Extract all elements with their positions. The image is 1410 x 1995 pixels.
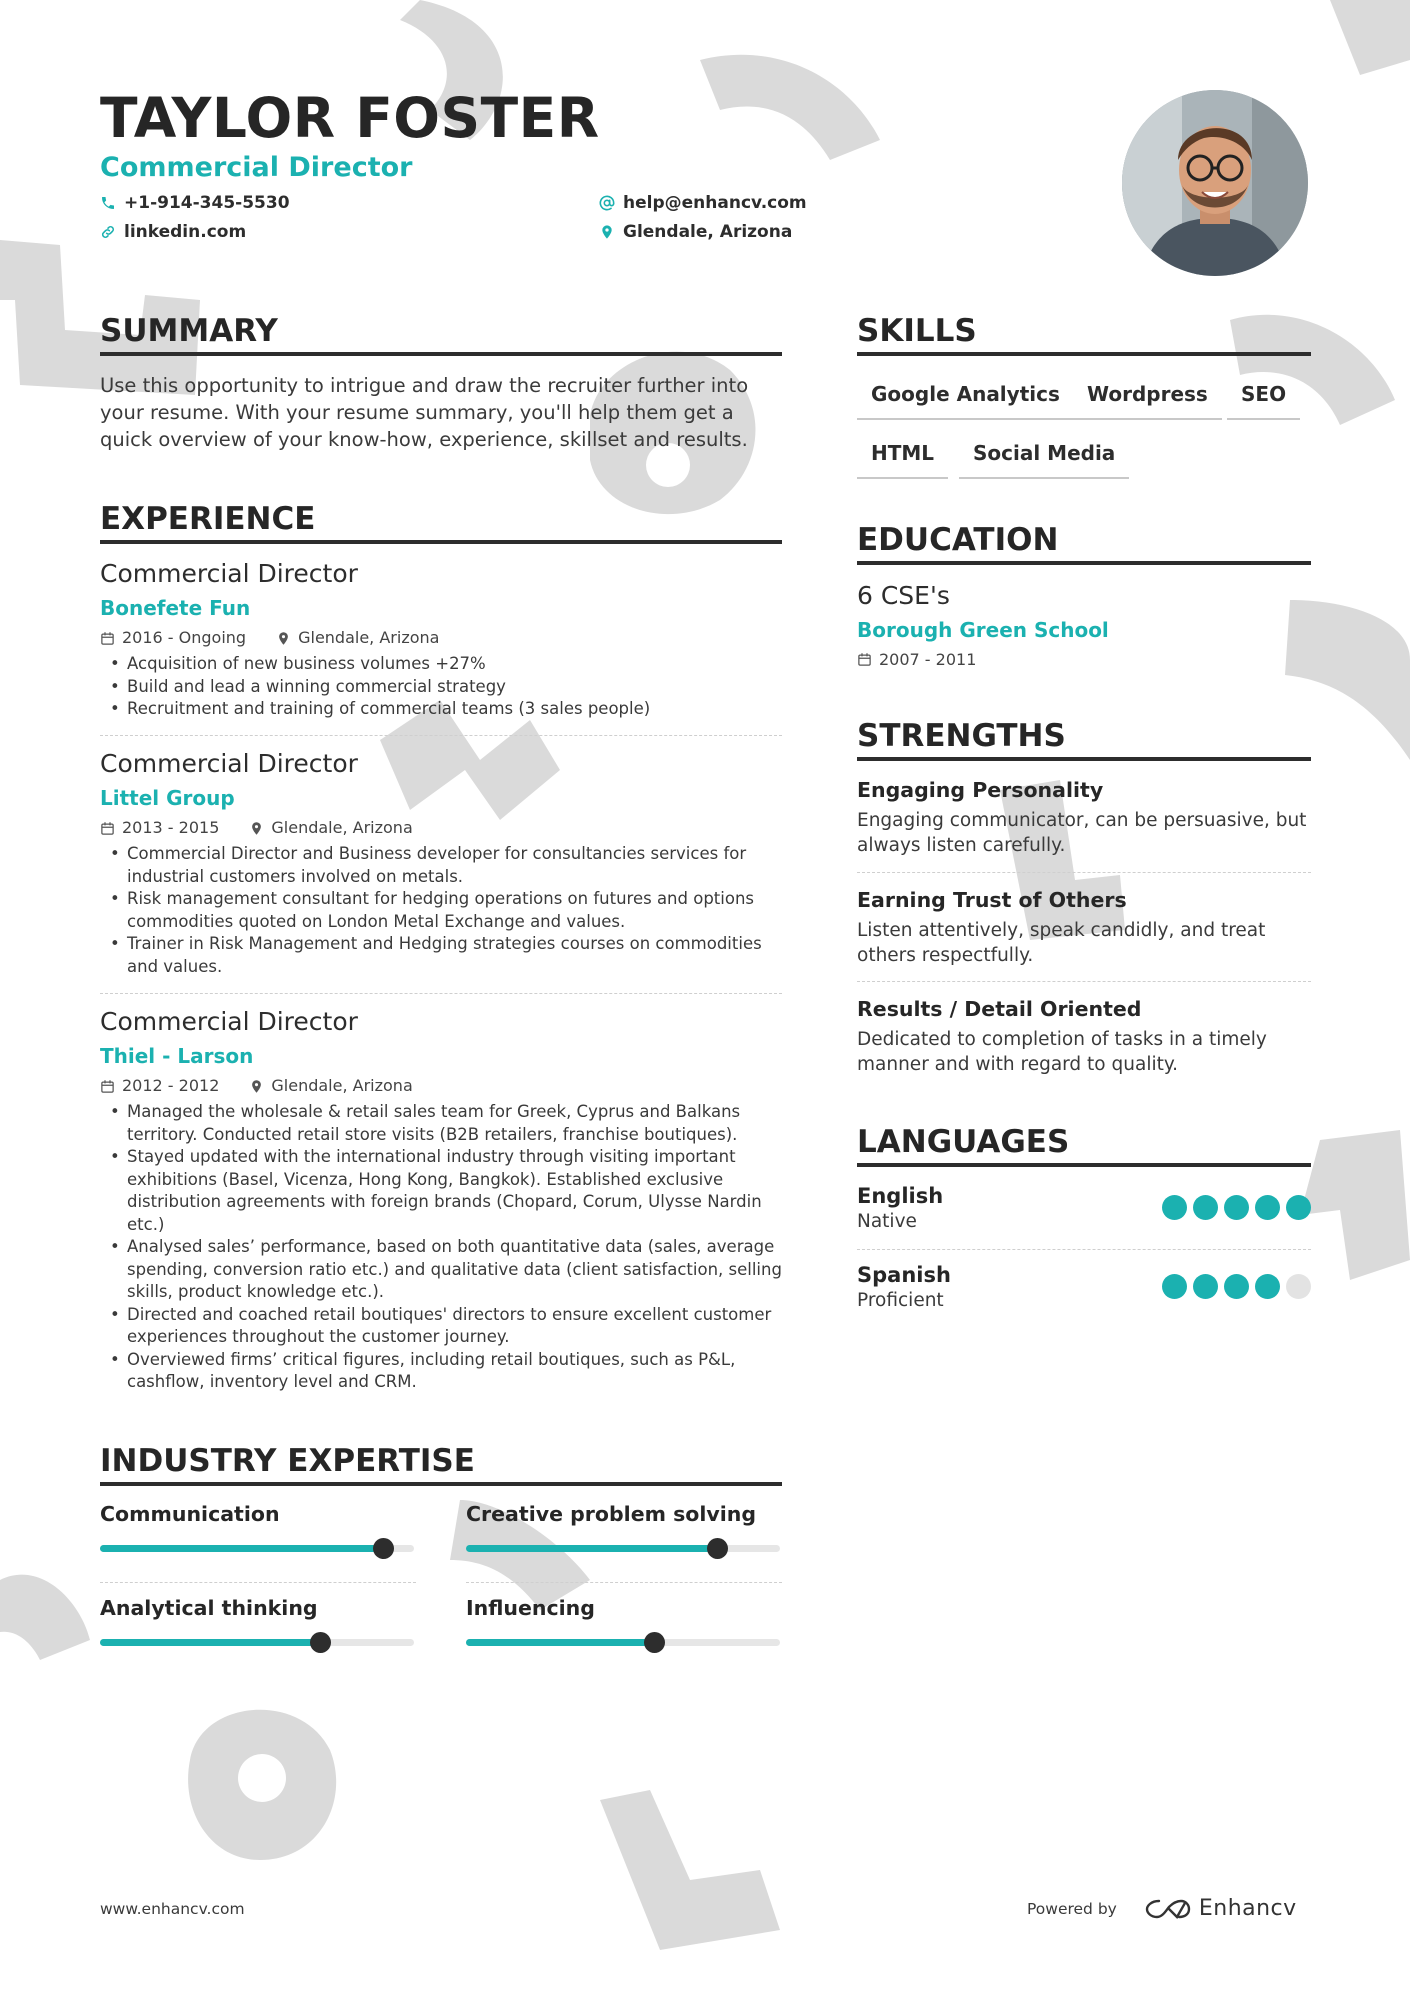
candidate-name: TAYLOR FOSTER bbox=[100, 86, 600, 150]
brand-logo[interactable] bbox=[1145, 1896, 1297, 1921]
at-icon bbox=[599, 195, 615, 211]
powered-by-text: Powered by bbox=[1027, 1899, 1117, 1918]
job-bullet: • Trainer in Risk Management and Hedging strategies courses on commodities and values. bbox=[100, 933, 782, 978]
job-dates: 2016 - Ongoing bbox=[122, 628, 247, 647]
language-item bbox=[857, 1261, 1311, 1313]
expertise-knob bbox=[373, 1538, 394, 1559]
education-heading: EDUCATION bbox=[857, 522, 1311, 565]
expertise-name: Creative problem solving bbox=[466, 1502, 757, 1526]
strength-item bbox=[857, 776, 1311, 858]
strength-title: Engaging Personality bbox=[857, 778, 1104, 802]
expertise-bar bbox=[100, 1639, 414, 1646]
expertise-knob bbox=[707, 1538, 728, 1559]
language-name: Spanish bbox=[857, 1263, 951, 1287]
rating-dot bbox=[1193, 1195, 1218, 1220]
skills-heading: SKILLS bbox=[857, 313, 1311, 356]
strength-desc: Dedicated to completion of tasks in a timely manner and with regard to quality. bbox=[857, 1029, 1267, 1075]
calendar-icon bbox=[100, 631, 115, 646]
linkedin-text: linkedin.com bbox=[124, 222, 247, 242]
rating-dot bbox=[1193, 1274, 1218, 1299]
strength-desc: Engaging communicator, can be persuasive, but always listen carefully. bbox=[857, 810, 1307, 856]
summary-text: Use this opportunity to intrigue and draw the recruiter further into your resume. With your resume summary, you'll help them get a quick overview of your know-how, experience, skillset and results. bbox=[100, 374, 749, 451]
candidate-role: Commercial Director bbox=[100, 152, 413, 183]
job-bullet: • Build and lead a winning commercial strategy bbox=[100, 676, 782, 699]
strengths-heading: STRENGTHS bbox=[857, 718, 1311, 761]
job-bullet: • Commercial Director and Business developer for consultancies services for industrial customers involved on metals. bbox=[100, 843, 782, 888]
location-pin-icon bbox=[249, 1079, 264, 1094]
skill-tag: Wordpress bbox=[1073, 381, 1222, 420]
expertise-fill bbox=[100, 1639, 320, 1646]
rating-dot bbox=[1286, 1274, 1311, 1299]
brand-name: Enhancv bbox=[1198, 1896, 1297, 1921]
expertise-item bbox=[100, 1501, 414, 1552]
expertise-item bbox=[466, 1595, 780, 1646]
language-name: English bbox=[857, 1184, 944, 1208]
strength-item bbox=[857, 995, 1311, 1077]
experience-item bbox=[100, 1006, 782, 1394]
rating-dot bbox=[1286, 1195, 1311, 1220]
expertise-item bbox=[466, 1501, 780, 1552]
expertise-fill bbox=[466, 1545, 717, 1552]
job-location: Glendale, Arizona bbox=[271, 1076, 413, 1095]
job-dates: 2012 - 2012 bbox=[122, 1076, 220, 1095]
avatar-image bbox=[1122, 90, 1308, 276]
education-dates: 2007 - 2011 bbox=[879, 650, 977, 669]
job-bullet: • Directed and coached retail boutiques' directors to ensure excellent customer experiences throughout the customer journey. bbox=[100, 1304, 782, 1349]
expertise-heading: INDUSTRY EXPERTISE bbox=[100, 1443, 782, 1486]
job-bullet: • Acquisition of new business volumes +27% bbox=[100, 653, 782, 676]
calendar-icon bbox=[857, 652, 872, 667]
job-dates: 2013 - 2015 bbox=[122, 818, 220, 837]
job-title: Commercial Director bbox=[100, 1007, 358, 1036]
education-dates-row bbox=[857, 650, 976, 669]
company-name[interactable]: Littel Group bbox=[100, 786, 235, 810]
divider bbox=[466, 1582, 782, 1583]
strength-title: Earning Trust of Others bbox=[857, 888, 1127, 912]
job-bullet: • Analysed sales’ performance, based on both quantitative data (sales, average spending, conversion ratio etc.) and qualitative data (client satisfaction, selling skills, product knowledge etc.). bbox=[100, 1236, 782, 1304]
footer-brand-area bbox=[1027, 1896, 1297, 1921]
strength-desc: Listen attentively, speak candidly, and treat others respectfully. bbox=[857, 920, 1266, 966]
language-item bbox=[857, 1182, 1311, 1234]
strength-title: Results / Detail Oriented bbox=[857, 997, 1142, 1021]
job-bullet: • Stayed updated with the international industry through visiting important exhibitions (Basel, Vicenza, Hong Kong, Bangkok). Established exclusive distribution agreements with foreign brands (Chopard, Corum, Ulysse Nardin etc.) bbox=[100, 1146, 782, 1236]
expertise-knob bbox=[310, 1632, 331, 1653]
expertise-bar bbox=[466, 1639, 780, 1646]
experience-item bbox=[100, 748, 782, 978]
expertise-fill bbox=[100, 1545, 383, 1552]
divider bbox=[100, 1582, 416, 1583]
contact-email[interactable] bbox=[599, 193, 807, 213]
link-icon bbox=[100, 224, 116, 240]
summary-heading: SUMMARY bbox=[100, 313, 782, 356]
phone-icon bbox=[100, 195, 116, 211]
experience-heading: EXPERIENCE bbox=[100, 501, 782, 544]
divider bbox=[857, 1249, 1311, 1250]
calendar-icon bbox=[100, 1079, 115, 1094]
divider bbox=[100, 735, 782, 736]
job-title: Commercial Director bbox=[100, 749, 358, 778]
job-title: Commercial Director bbox=[100, 559, 358, 588]
skill-tag: SEO bbox=[1227, 381, 1300, 420]
expertise-item bbox=[100, 1595, 414, 1646]
contact-linkedin[interactable] bbox=[100, 222, 246, 242]
language-level: Native bbox=[857, 1211, 917, 1232]
job-bullet: • Overviewed firms’ critical figures, including retail boutiques, such as P&L, cashflow, inventory level and CRM. bbox=[100, 1349, 782, 1394]
strength-item bbox=[857, 886, 1311, 968]
expertise-bar bbox=[466, 1545, 780, 1552]
divider bbox=[857, 872, 1311, 873]
languages-heading: LANGUAGES bbox=[857, 1124, 1311, 1167]
rating-dot bbox=[1162, 1195, 1187, 1220]
education-degree: 6 CSE's bbox=[857, 581, 950, 610]
contact-location bbox=[599, 222, 792, 242]
language-level: Proficient bbox=[857, 1290, 944, 1311]
job-bullet: • Recruitment and training of commercial teams (3 sales people) bbox=[100, 698, 782, 721]
education-school[interactable]: Borough Green School bbox=[857, 618, 1109, 642]
location-pin-icon bbox=[249, 821, 264, 836]
divider bbox=[857, 981, 1311, 982]
experience-item bbox=[100, 558, 782, 721]
expertise-fill bbox=[466, 1639, 654, 1646]
rating-dot bbox=[1224, 1195, 1249, 1220]
footer-website[interactable]: www.enhancv.com bbox=[100, 1900, 245, 1918]
skill-tag: Google Analytics bbox=[857, 381, 1074, 420]
skill-tag: HTML bbox=[857, 440, 948, 479]
expertise-name: Analytical thinking bbox=[100, 1596, 318, 1620]
rating-dot bbox=[1224, 1274, 1249, 1299]
rating-dot bbox=[1255, 1274, 1280, 1299]
job-location: Glendale, Arizona bbox=[271, 818, 413, 837]
avatar bbox=[1122, 90, 1308, 276]
divider bbox=[100, 993, 782, 994]
language-rating bbox=[1162, 1274, 1311, 1299]
job-location: Glendale, Arizona bbox=[298, 628, 440, 647]
expertise-knob bbox=[644, 1632, 665, 1653]
location-pin-icon bbox=[599, 224, 615, 240]
enhancv-logo-icon bbox=[1145, 1897, 1191, 1921]
rating-dot bbox=[1162, 1274, 1187, 1299]
company-name[interactable]: Thiel - Larson bbox=[100, 1044, 254, 1068]
email-text: help@enhancv.com bbox=[623, 193, 807, 213]
phone-text: +1-914-345-5530 bbox=[124, 193, 290, 213]
language-rating bbox=[1162, 1195, 1311, 1220]
company-name[interactable]: Bonefete Fun bbox=[100, 596, 251, 620]
location-pin-icon bbox=[276, 631, 291, 646]
location-text: Glendale, Arizona bbox=[623, 222, 793, 242]
contact-phone[interactable] bbox=[100, 193, 290, 213]
rating-dot bbox=[1255, 1195, 1280, 1220]
calendar-icon bbox=[100, 821, 115, 836]
expertise-name: Communication bbox=[100, 1502, 280, 1526]
job-bullet: • Risk management consultant for hedging operations on futures and options commodities quoted on London Metal Exchange and values. bbox=[100, 888, 782, 933]
expertise-name: Influencing bbox=[466, 1596, 595, 1620]
expertise-bar bbox=[100, 1545, 414, 1552]
skill-tag: Social Media bbox=[959, 440, 1129, 479]
job-bullet: • Managed the wholesale & retail sales team for Greek, Cyprus and Balkans territory. Conducted retail store visits (B2B retailers, franchise boutiques). bbox=[100, 1101, 782, 1146]
